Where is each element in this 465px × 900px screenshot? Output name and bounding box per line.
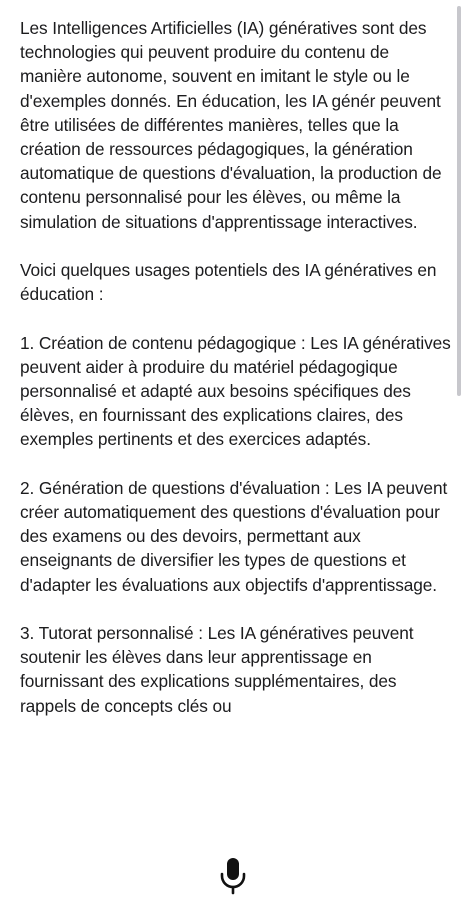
- scrollbar[interactable]: [457, 6, 461, 396]
- message-paragraph-usages-heading: Voici quelques usages potentiels des IA génératives en éducation :: [20, 260, 437, 305]
- message-paragraph-item-2: 2. Génération de questions d'évaluation : Les IA peuvent créer automatiquement des questions d'évaluation pour des examens ou des devoirs, permettant aux enseignants de diversifier les types de questions et d'adapter les évaluations aux objectifs d'apprentissage.: [20, 477, 448, 595]
- message-paragraph-item-1: 1. Création de contenu pédagogique : Les IA génératives peuvent aider à produire du matériel pédagogique personnalisé et adapté aux besoins spécifiques des élèves, en fournissant des explications claires, des exemples pertinents et des exercices adaptés.: [20, 332, 451, 450]
- bottom-bar: [0, 840, 465, 900]
- message-paragraph-intro: Les Intelligences Artificielles (IA) génératives sont des technologies qui peuvent produire du contenu de manière autonome, souvent en imitant le style ou le d'exemples donnés. En éducation, les IA génér peuvent être utilisées de différentes manières, telles que la création de ressources pédagogiques, la génération automatique de questions d'évaluation, la production de contenu personnalisé pour les élèves, ou même la simulation de situations d'apprentissage interactives.: [20, 18, 442, 232]
- microphone-button[interactable]: [213, 854, 253, 898]
- microphone-icon: [219, 856, 247, 896]
- message-paragraph-item-3: 3. Tutorat personnalisé : Les IA génératives peuvent soutenir les élèves dans leur apprentissage en fournissant des explications supplémentaires, des rappels de concepts clés ou: [20, 623, 414, 716]
- assistant-message: [20, 16, 452, 742]
